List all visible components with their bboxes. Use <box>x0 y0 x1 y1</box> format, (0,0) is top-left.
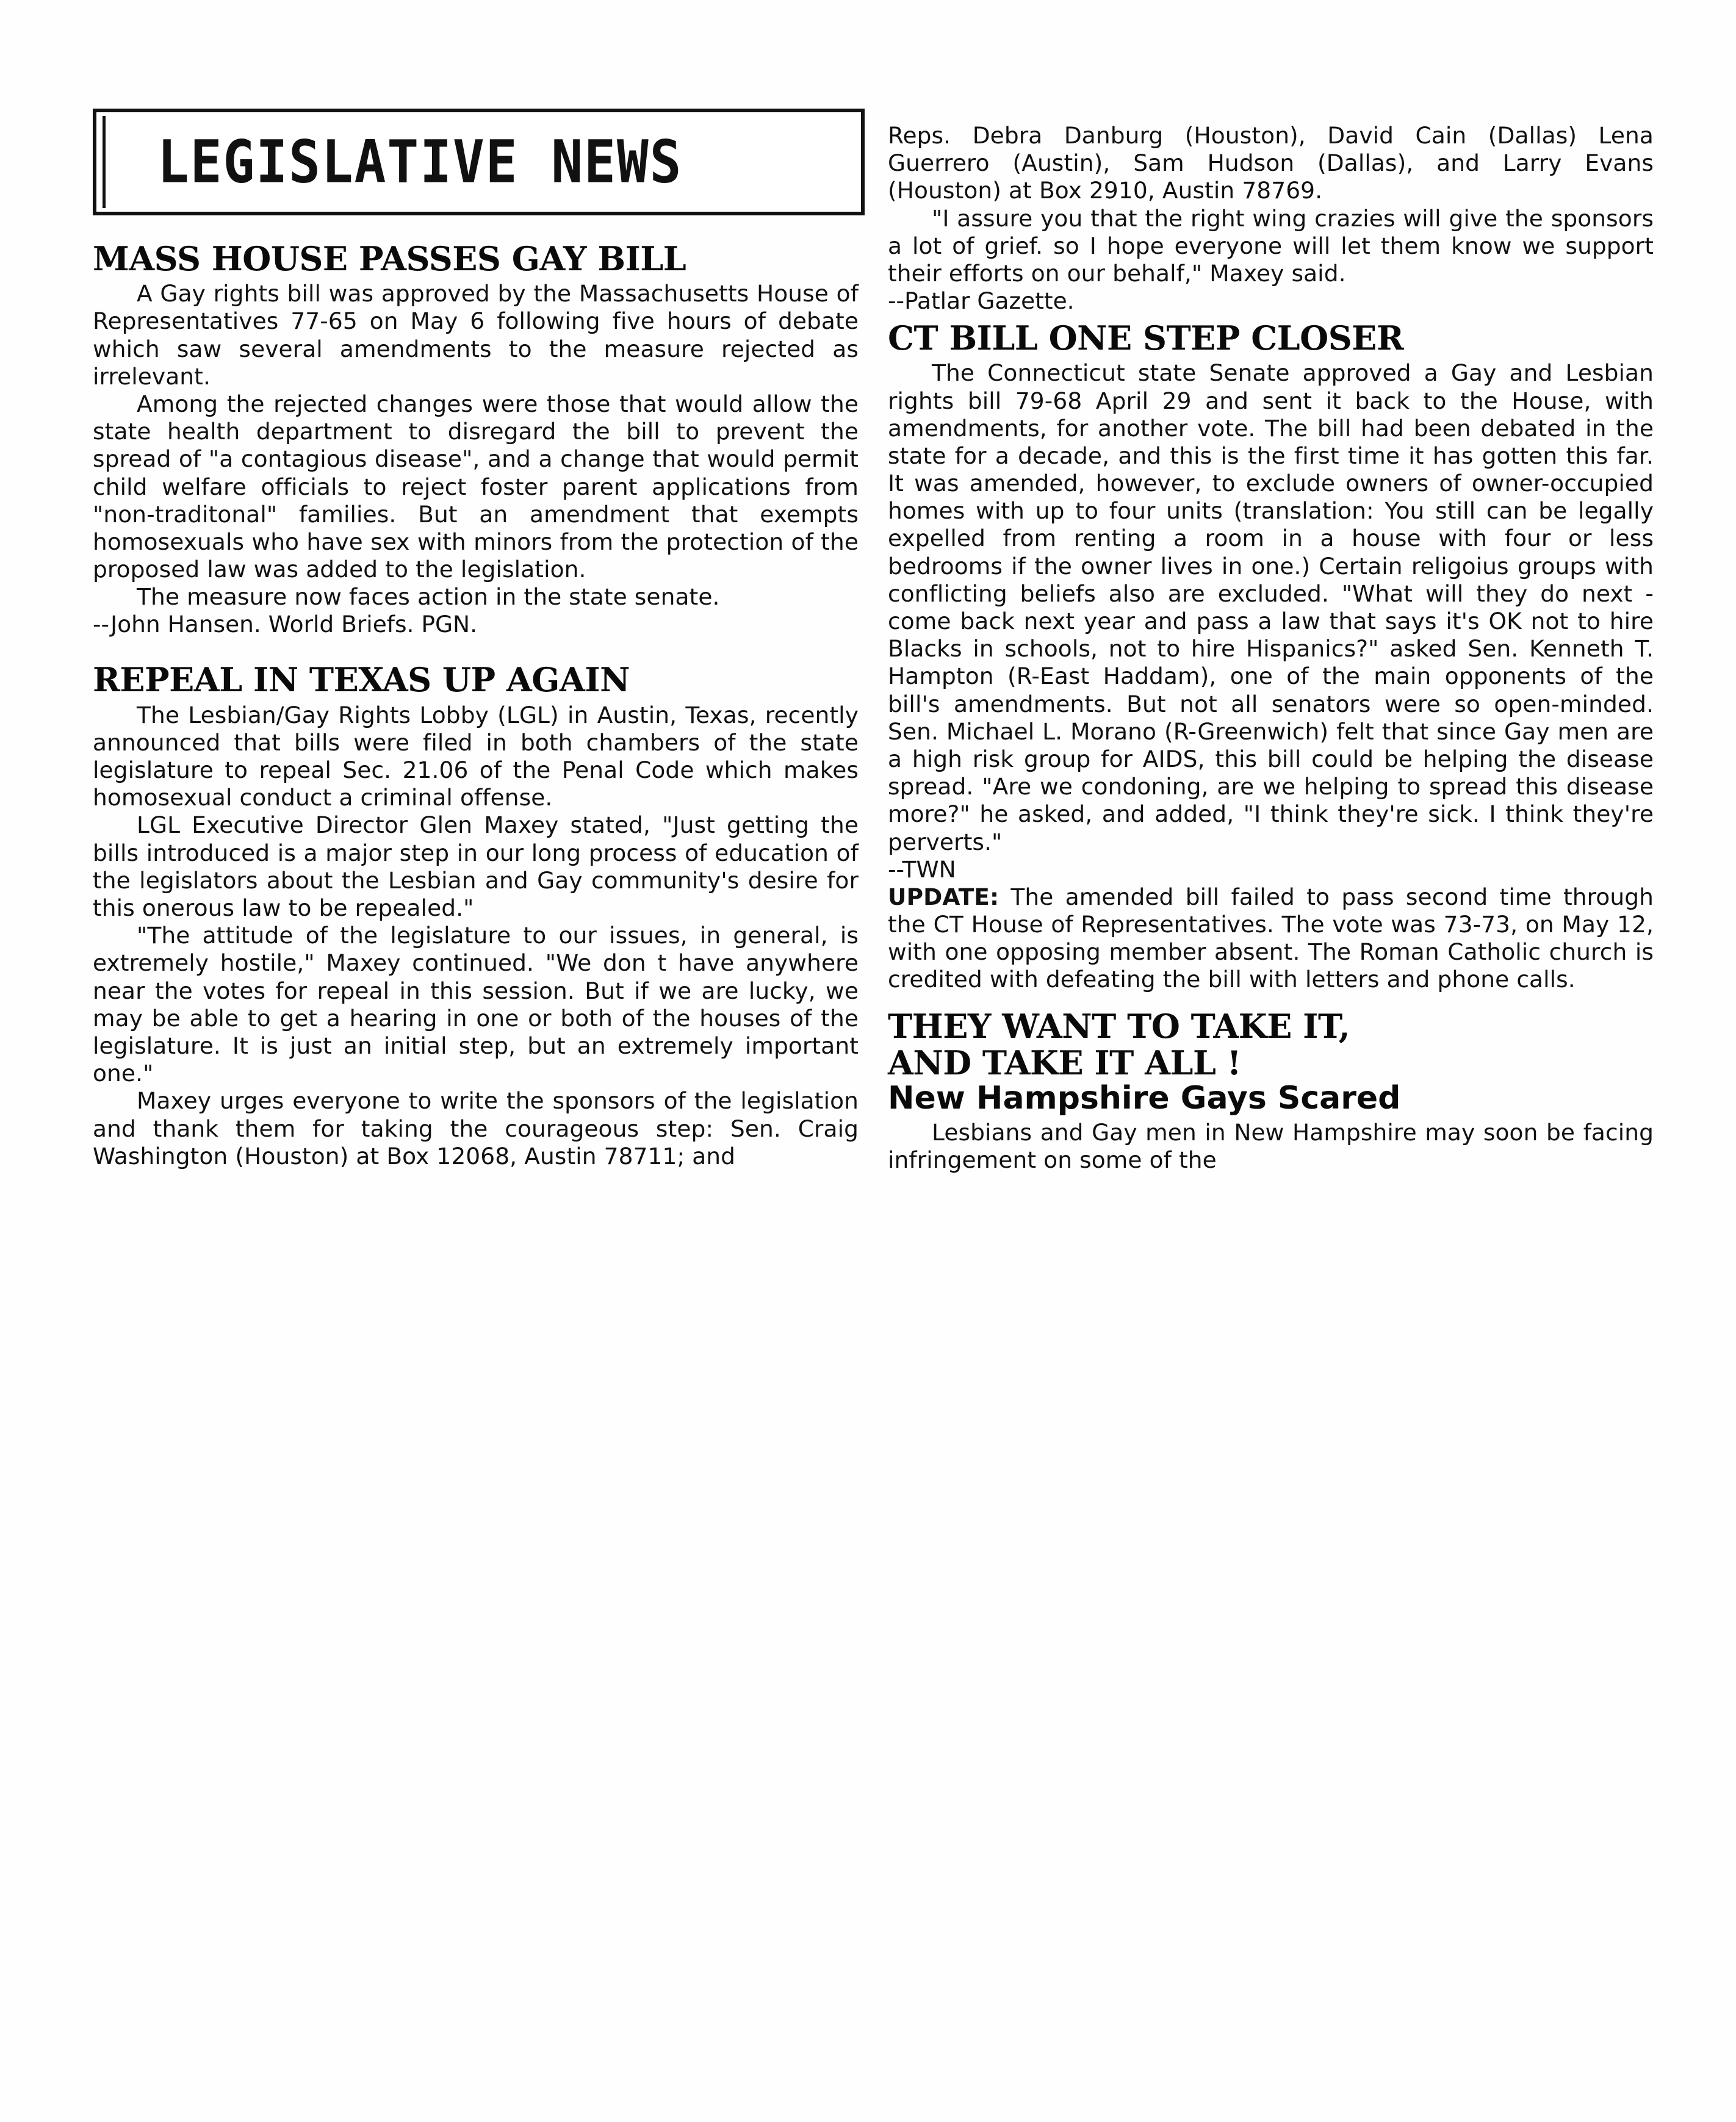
article-texas-continued <box>888 122 1654 315</box>
article-paragraph: "I assure you that the right wing crazies will give the sponsors a lot of grief. so I hope everyone will let them know we support their efforts on our behalf," Maxey said. <box>888 204 1654 287</box>
article-paragraph: A Gay rights bill was approved by the Massachusetts House of Representatives 77-65 on May 6 following five hours of debate which saw several amendments to the measure rejected as irrelevant. <box>93 280 859 390</box>
article-headline: CT BILL ONE STEP CLOSER <box>888 318 1404 358</box>
article-subheadline: New Hampshire Gays Scared <box>888 1079 1401 1117</box>
update-text: The amended bill failed to pass second time through the CT House of Representatives. The vote was 73-73, on May 12, with one opposing member absent. The Roman Catholic church is credited with defeating the bill with letters and phone calls. <box>888 883 1654 993</box>
article-paragraph: Among the rejected changes were those that would allow the state health department to disregard the bill to prevent the spread of "a contagious disease", and a change that would permit child welfare officials to reject foster parent applications from "non-traditonal" families. But an amendment that exempts homosexuals who have sex with minors from the protection of the proposed law was added to the legislation. <box>93 390 859 583</box>
article-headline-line2: AND TAKE IT ALL ! <box>888 1043 1241 1082</box>
article-paragraph: The Connecticut state Senate approved a Gay and Lesbian rights bill 79-68 April 29 and sent it back to the House, with amendments, for another vote. The bill had been debated in the state for a decade, and this is the first time it has gotten this far. It was amended, however, to exclude owners of owner-occupied homes with up to four units (translation: You still can be legally expelled from renting a room in a house with four or less bedrooms if the owner lives in one.) Certain religoius groups with conflicting beliefs also are excluded. "What will they do next - come back next year and pass a law that says it's OK not to hire Blacks in schools, not to hire Hispanics?" asked Sen. Kenneth T. Hampton (R-East Haddam), one of the main opponents of the bill's amendments. But not all senators were so open-minded. Sen. Michael L. Morano (R-Greenwich) felt that since Gay men are a high risk group for AIDS, this bill could be helping the disease spread. "Are we condoning, are we helping to spread this disease more?" he asked, and added, "I think they're sick. I think they're perverts." <box>888 359 1654 855</box>
article-headline-line1: THEY WANT TO TAKE IT, <box>888 1007 1350 1046</box>
article-paragraph: The Lesbian/Gay Rights Lobby (LGL) in Austin, Texas, recently announced that bills were filed in both chambers of the state legislature to repeal Sec. 21.06 of the Penal Code which makes homosexual conduct a criminal offense. <box>93 701 859 811</box>
update-label: UPDATE: <box>888 883 999 910</box>
article-mass-house <box>93 239 859 638</box>
page-title: LEGISLATIVE NEWS <box>157 128 683 196</box>
article-paragraph: The measure now faces action in the state senate. <box>137 583 720 611</box>
article-paragraph: "The attitude of the legislature to our issues, in general, is extremely hostile," Maxey continued. "We don t have anywhere near the votes for repeal in this session. But if we are lucky, we may be able to get a hearing in one or both of the houses of the legislature. It is just an initial step, but an extremely important one." <box>93 922 859 1087</box>
article-headline: MASS HOUSE PASSES GAY BILL <box>93 239 686 278</box>
right-column <box>888 122 1654 1174</box>
article-paragraph: Reps. Debra Danburg (Houston), David Cain (Dallas) Lena Guerrero (Austin), Sam Hudson (Dallas), and Larry Evans (Houston) at Box 2910, Austin 78769. <box>888 122 1654 204</box>
article-credit: --John Hansen. World Briefs. PGN. <box>93 611 478 638</box>
left-column <box>93 122 859 1170</box>
article-ct-bill <box>888 318 1654 993</box>
article-new-hampshire <box>888 1009 1654 1174</box>
article-credit: --Patlar Gazette. <box>888 287 1075 315</box>
article-credit: --TWN <box>888 855 956 883</box>
article-update <box>888 883 1654 994</box>
article-headline: REPEAL IN TEXAS UP AGAIN <box>93 660 630 700</box>
article-paragraph: Maxey urges everyone to write the sponsors of the legislation and thank them for taking the courageous step: Sen. Craig Washington (Houston) at Box 12068, Austin 78711; and <box>93 1087 859 1170</box>
article-texas-repeal <box>93 660 859 1170</box>
article-paragraph: LGL Executive Director Glen Maxey stated, "Just getting the bills introduced is a major step in our long process of education of the legislators about the Lesbian and Gay community's desire for this onerous law to be repealed." <box>93 811 859 922</box>
article-paragraph: Lesbians and Gay men in New Hampshire may soon be facing infringement on some of the <box>888 1119 1654 1174</box>
